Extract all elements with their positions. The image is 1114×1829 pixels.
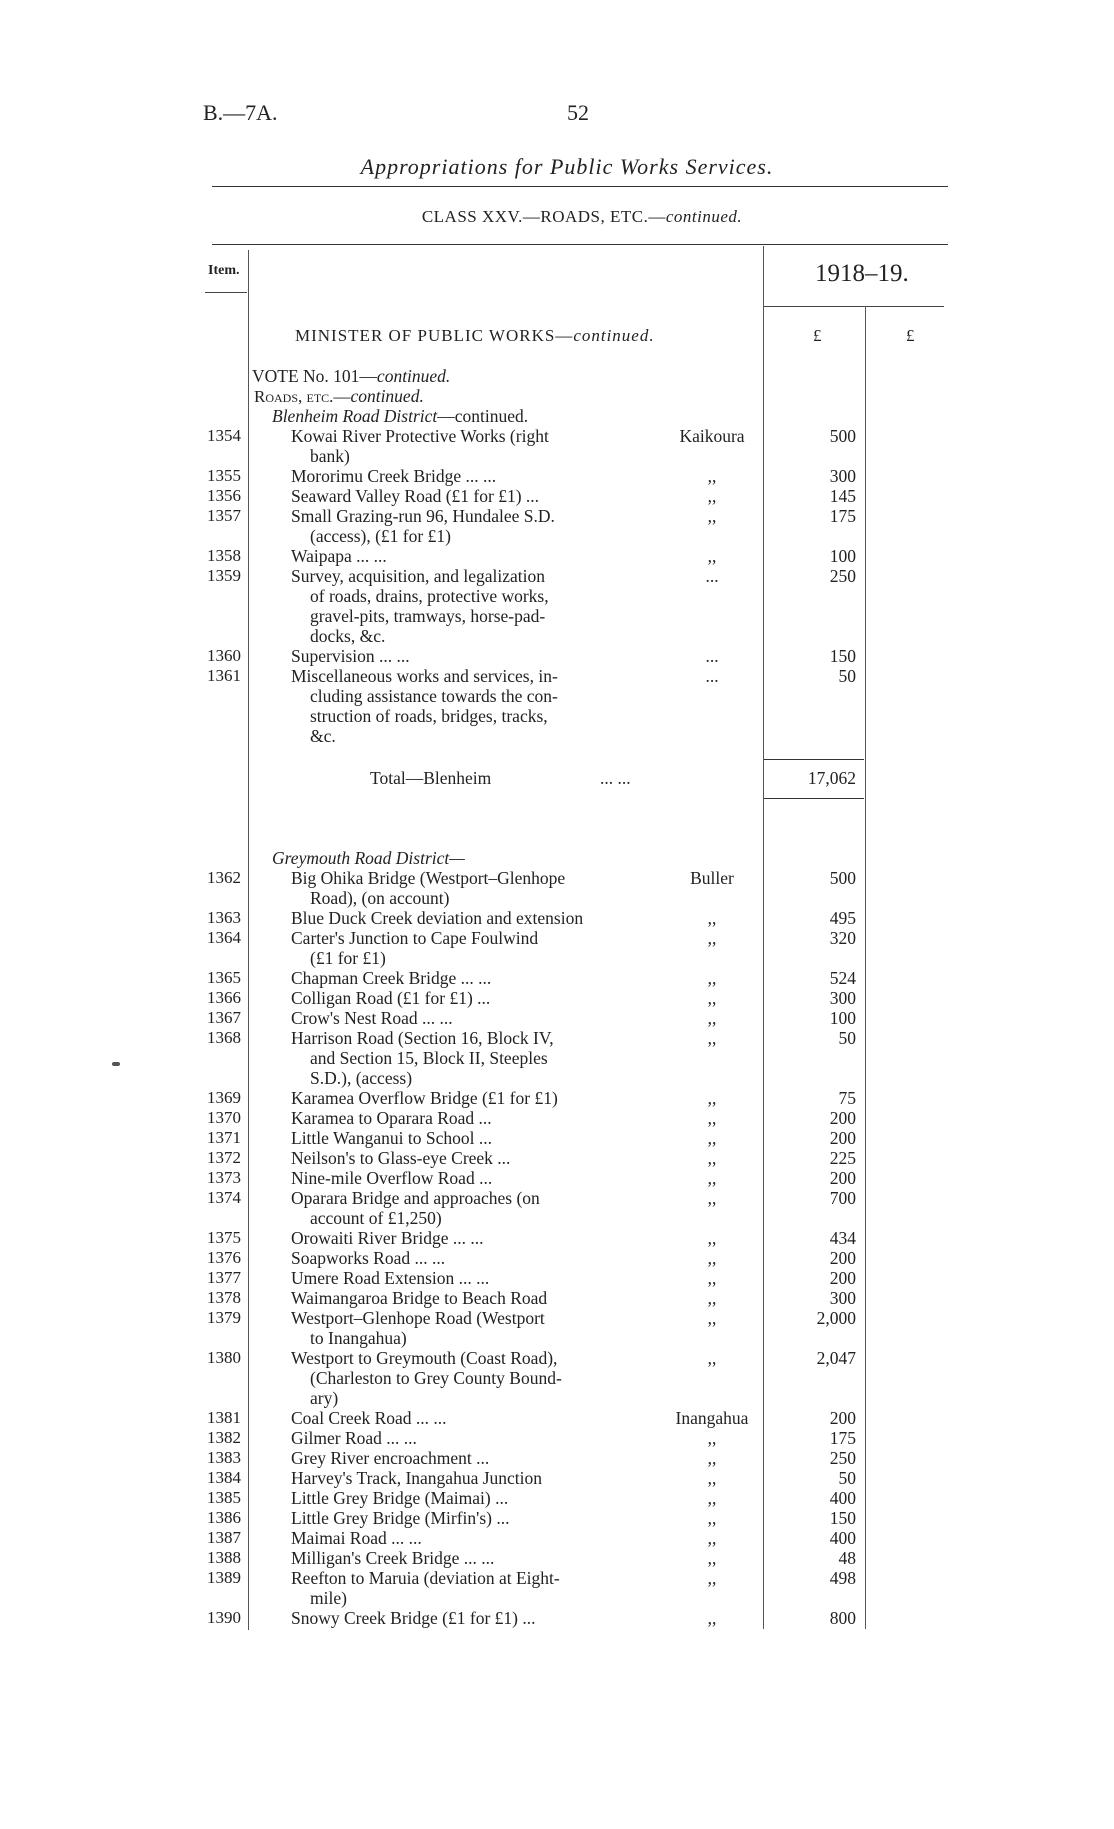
item-description: Mororimu Creek Bridge ... ... <box>291 466 497 486</box>
item-number: 1371 <box>207 1128 241 1147</box>
item-amount: 100 <box>829 546 856 566</box>
item-number: 1388 <box>207 1548 241 1567</box>
item-description: Maimai Road ... ... <box>291 1528 422 1548</box>
title-rule <box>212 186 948 187</box>
item-description: Small Grazing-run 96, Hundalee S.D. <box>291 506 555 526</box>
item-description: Coal Creek Road ... ... <box>291 1408 447 1428</box>
item-number: 1387 <box>207 1528 241 1547</box>
item-description: Neilson's to Glass-eye Creek ... <box>291 1148 511 1168</box>
item-amount: 50 <box>838 666 856 686</box>
item-county: Inangahua <box>675 1408 749 1428</box>
item-description: Harrison Road (Section 16, Block IV, <box>291 1028 554 1048</box>
item-number: 1374 <box>207 1188 241 1207</box>
item-description: struction of roads, bridges, tracks, <box>310 706 548 726</box>
item-description: and Section 15, Block II, Steeples <box>310 1048 548 1068</box>
item-header-rule <box>205 292 247 293</box>
item-county: ,, <box>707 1188 717 1208</box>
item-county: ,, <box>707 1108 717 1128</box>
item-amount: 498 <box>829 1568 856 1588</box>
item-description: Big Ohika Bridge (Westport–Glenhope <box>291 868 566 888</box>
total-rule-top <box>764 759 864 760</box>
item-county: ,, <box>707 1348 717 1368</box>
item-amount: 100 <box>829 1008 856 1028</box>
item-description: mile) <box>310 1588 347 1608</box>
item-amount: 225 <box>829 1148 856 1168</box>
item-description: Milligan's Creek Bridge ... ... <box>291 1548 495 1568</box>
item-amount: 50 <box>838 1028 856 1048</box>
item-amount: 75 <box>838 1088 856 1108</box>
item-description: (Charleston to Grey County Bound- <box>310 1368 562 1388</box>
item-county: ,, <box>707 1428 717 1448</box>
item-amount: 500 <box>829 426 856 446</box>
item-amount: 250 <box>829 1448 856 1468</box>
item-county: ,, <box>707 1148 717 1168</box>
item-amount: 300 <box>829 1288 856 1308</box>
item-description: Westport–Glenhope Road (Westport <box>291 1308 545 1328</box>
item-number: 1373 <box>207 1168 241 1187</box>
item-county: ,, <box>707 466 717 486</box>
item-amount: 434 <box>829 1228 856 1248</box>
item-number: 1359 <box>207 566 241 585</box>
item-description: Oparara Bridge and approaches (on <box>291 1188 540 1208</box>
item-number: 1363 <box>207 908 241 927</box>
item-number: 1370 <box>207 1108 241 1127</box>
item-number: 1366 <box>207 988 241 1007</box>
total-rule-bottom <box>764 798 864 799</box>
item-amount: 524 <box>829 968 856 988</box>
item-description: Nine-mile Overflow Road ... <box>291 1168 493 1188</box>
roads-heading: Roads, etc.—continued. <box>254 386 424 406</box>
item-number: 1361 <box>207 666 241 685</box>
total-blenheim-label: Total—Blenheim <box>370 768 492 788</box>
district-heading-blenheim: Blenheim Road District—continued. <box>272 406 529 426</box>
item-description: Umere Road Extension ... ... <box>291 1268 490 1288</box>
minister-heading: MINISTER OF PUBLIC WORKS—continued. <box>295 326 655 345</box>
item-description: Grey River encroachment ... <box>291 1448 490 1468</box>
item-amount: 300 <box>829 988 856 1008</box>
item-number: 1386 <box>207 1508 241 1527</box>
item-county: ,, <box>707 1548 717 1568</box>
item-description: Seaward Valley Road (£1 for £1) ... <box>291 486 540 506</box>
currency-symbol-2: £ <box>906 326 915 345</box>
item-description: Orowaiti River Bridge ... ... <box>291 1228 484 1248</box>
item-amount: 200 <box>829 1108 856 1128</box>
item-number: 1365 <box>207 968 241 987</box>
item-description: Waipapa ... ... <box>291 546 387 566</box>
item-number: 1380 <box>207 1348 241 1367</box>
item-description: (£1 for £1) <box>310 948 386 968</box>
item-county: ... <box>705 566 719 586</box>
total-blenheim-amount: 17,062 <box>807 768 856 788</box>
item-description: Chapman Creek Bridge ... ... <box>291 968 492 988</box>
item-county: ,, <box>707 1288 717 1308</box>
item-county: ,, <box>707 486 717 506</box>
item-description: Kowai River Protective Works (right <box>291 426 549 446</box>
item-amount: 400 <box>829 1488 856 1508</box>
item-number: 1390 <box>207 1608 241 1627</box>
item-description: to Inangahua) <box>310 1328 407 1348</box>
item-amount: 200 <box>829 1408 856 1428</box>
item-amount: 175 <box>829 1428 856 1448</box>
item-amount: 300 <box>829 466 856 486</box>
item-amount: 50 <box>838 1468 856 1488</box>
item-county: ,, <box>707 1468 717 1488</box>
class-heading-main: CLASS XXV.—ROADS, ETC.— <box>421 207 666 226</box>
item-amount: 495 <box>829 908 856 928</box>
item-county: ,, <box>707 1608 717 1628</box>
item-description: cluding assistance towards the con- <box>310 686 558 706</box>
item-amount: 700 <box>829 1188 856 1208</box>
item-description: docks, &c. <box>310 626 386 646</box>
item-number: 1368 <box>207 1028 241 1047</box>
item-number: 1384 <box>207 1468 241 1487</box>
item-amount: 2,047 <box>816 1348 856 1368</box>
item-county: ,, <box>707 1128 717 1148</box>
item-number: 1369 <box>207 1088 241 1107</box>
item-county: ,, <box>707 546 717 566</box>
class-rule <box>212 244 948 245</box>
item-amount: 200 <box>829 1128 856 1148</box>
item-county: ,, <box>707 1028 717 1048</box>
item-county: ,, <box>707 988 717 1008</box>
item-description: Colligan Road (£1 for £1) ... <box>291 988 491 1008</box>
item-description: Little Grey Bridge (Mirfin's) ... <box>291 1508 510 1528</box>
item-county: ... <box>705 666 719 686</box>
item-county: ,, <box>707 1448 717 1468</box>
item-amount: 250 <box>829 566 856 586</box>
item-description: Carter's Junction to Cape Foulwind <box>291 928 539 948</box>
item-number: 1367 <box>207 1008 241 1027</box>
item-county: ,, <box>707 1508 717 1528</box>
item-description: ary) <box>310 1388 339 1408</box>
class-heading <box>0 207 1114 227</box>
item-amount: 175 <box>829 506 856 526</box>
item-county: ,, <box>707 506 717 526</box>
item-description: Reefton to Maruia (deviation at Eight- <box>291 1568 560 1588</box>
item-amount: 2,000 <box>816 1308 856 1328</box>
item-county: ,, <box>707 1568 717 1588</box>
item-number: 1362 <box>207 868 241 887</box>
item-number: 1357 <box>207 506 241 525</box>
item-number: 1382 <box>207 1428 241 1447</box>
item-description: Harvey's Track, Inangahua Junction <box>291 1468 543 1488</box>
item-description: Gilmer Road ... ... <box>291 1428 417 1448</box>
item-amount: 200 <box>829 1268 856 1288</box>
year-column-header: 1918–19. <box>815 260 909 287</box>
item-county: ,, <box>707 1248 717 1268</box>
item-description: bank) <box>310 446 350 466</box>
item-description: Road), (on account) <box>310 888 450 908</box>
item-amount: 150 <box>829 1508 856 1528</box>
item-description: &c. <box>310 726 336 746</box>
page-number: 52 <box>567 100 589 125</box>
page-title: Appropriations for Public Works Services. <box>360 154 774 179</box>
item-county: ,, <box>707 1008 717 1028</box>
item-description: Little Grey Bridge (Maimai) ... <box>291 1488 509 1508</box>
item-number: 1358 <box>207 546 241 565</box>
class-heading-continued: continued. <box>665 207 743 226</box>
item-description: Blue Duck Creek deviation and extension <box>291 908 584 928</box>
item-description: Miscellaneous works and services, in- <box>291 666 558 686</box>
item-column-header: Item. <box>208 263 240 278</box>
item-number: 1377 <box>207 1268 241 1287</box>
document-code: B.—7A. <box>203 100 278 125</box>
item-description: Soapworks Road ... ... <box>291 1248 446 1268</box>
item-county: Kaikoura <box>679 426 745 446</box>
item-county: ... <box>705 646 719 666</box>
item-county: ,, <box>707 1168 717 1188</box>
item-description: Snowy Creek Bridge (£1 for £1) ... <box>291 1608 536 1628</box>
item-amount: 320 <box>829 928 856 948</box>
item-number: 1383 <box>207 1448 241 1467</box>
item-amount: 400 <box>829 1528 856 1548</box>
second-amount-column-rule <box>865 306 866 1629</box>
item-description: account of £1,250) <box>310 1208 442 1228</box>
item-number: 1376 <box>207 1248 241 1267</box>
item-description: S.D.), (access) <box>310 1068 413 1088</box>
total-blenheim-dots: ... ... <box>600 768 631 788</box>
item-description: of roads, drains, protective works, <box>310 586 549 606</box>
item-amount: 200 <box>829 1168 856 1188</box>
item-county: ,, <box>707 928 717 948</box>
scan-speck <box>112 1062 120 1066</box>
item-county: ,, <box>707 1308 717 1328</box>
item-county: ,, <box>707 1228 717 1248</box>
currency-symbol-1: £ <box>813 326 822 345</box>
item-amount: 145 <box>829 486 856 506</box>
item-county: ,, <box>707 1488 717 1508</box>
vote-heading: VOTE No. 101—continued. <box>252 366 451 386</box>
item-amount: 500 <box>829 868 856 888</box>
item-number: 1372 <box>207 1148 241 1167</box>
item-number: 1381 <box>207 1408 241 1427</box>
item-county: ,, <box>707 1528 717 1548</box>
item-amount: 48 <box>838 1548 856 1568</box>
item-description: Survey, acquisition, and legalization <box>291 566 546 586</box>
item-description: Little Wanganui to School ... <box>291 1128 492 1148</box>
item-amount: 150 <box>829 646 856 666</box>
item-number: 1385 <box>207 1488 241 1507</box>
item-amount: 800 <box>829 1608 856 1628</box>
item-description: Westport to Greymouth (Coast Road), <box>291 1348 558 1368</box>
item-column-rule <box>248 250 249 1630</box>
year-header-rule <box>764 306 944 307</box>
item-description: Karamea to Oparara Road ... <box>291 1108 492 1128</box>
item-description: Crow's Nest Road ... ... <box>291 1008 453 1028</box>
item-county: ,, <box>707 1088 717 1108</box>
item-county: Buller <box>690 868 734 888</box>
item-description: Waimangaroa Bridge to Beach Road <box>291 1288 548 1308</box>
item-county: ,, <box>707 968 717 988</box>
item-number: 1364 <box>207 928 241 947</box>
item-number: 1360 <box>207 646 241 665</box>
item-number: 1389 <box>207 1568 241 1587</box>
item-number: 1354 <box>207 426 241 445</box>
item-description: gravel-pits, tramways, horse-pad- <box>310 606 546 626</box>
item-county: ,, <box>707 908 717 928</box>
item-number: 1355 <box>207 466 241 485</box>
item-description: Supervision ... ... <box>291 646 410 666</box>
item-description: (access), (£1 for £1) <box>310 526 451 546</box>
item-number: 1378 <box>207 1288 241 1307</box>
item-number: 1379 <box>207 1308 241 1327</box>
item-number: 1356 <box>207 486 241 505</box>
item-number: 1375 <box>207 1228 241 1247</box>
district-heading-greymouth: Greymouth Road District— <box>272 848 465 868</box>
item-amount: 200 <box>829 1248 856 1268</box>
item-county: ,, <box>707 1268 717 1288</box>
item-description: Karamea Overflow Bridge (£1 for £1) <box>291 1088 558 1108</box>
